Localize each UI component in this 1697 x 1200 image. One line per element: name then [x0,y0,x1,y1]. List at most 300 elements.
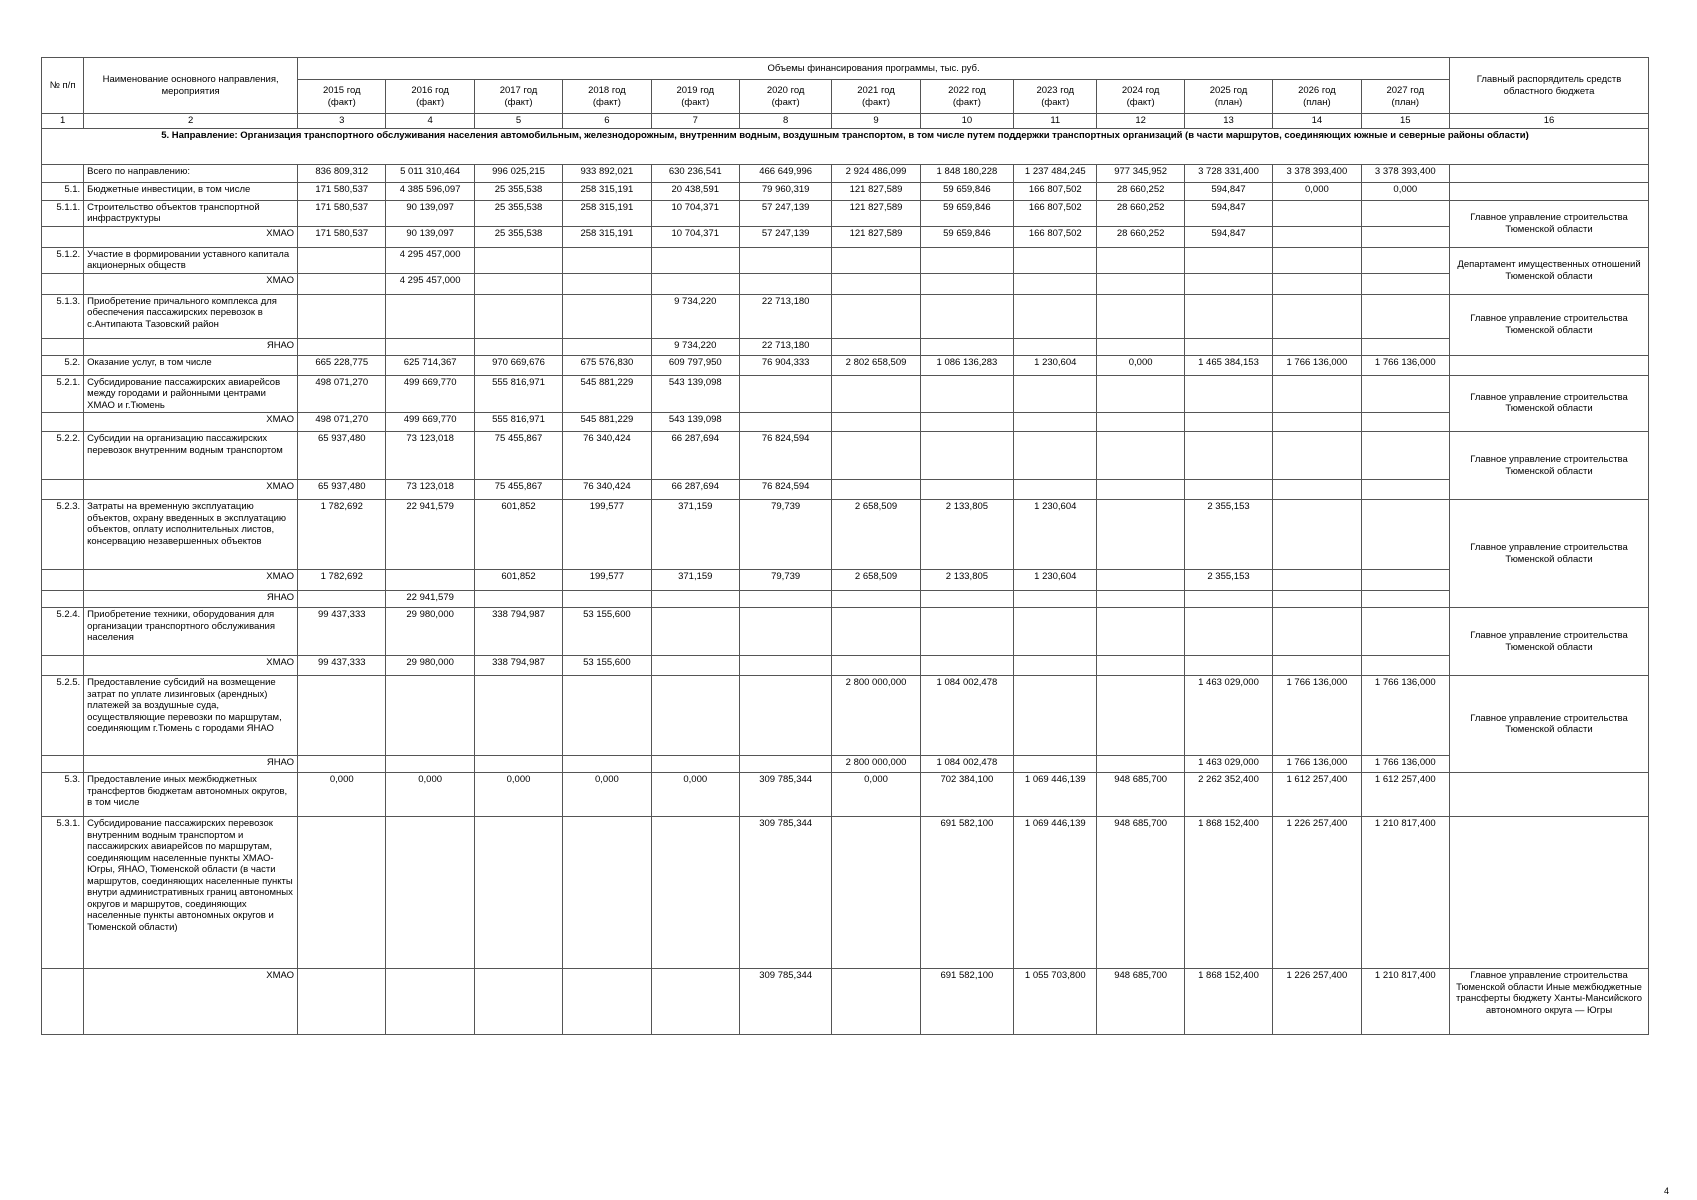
year-header: 2015 год (факт) [298,80,386,114]
value-cell [1273,226,1361,247]
value-cell [1361,608,1449,656]
value-cell [1273,375,1361,413]
value-cell [920,480,1013,500]
value-cell [1361,656,1449,676]
column-index: 1 [42,114,84,129]
value-cell: 121 827,589 [832,200,920,226]
value-cell [1361,294,1449,338]
value-cell [1273,432,1361,480]
value-cell [739,656,831,676]
value-cell [386,338,474,355]
value-cell: 1 766 136,000 [1361,355,1449,375]
value-cell [920,338,1013,355]
value-cell [474,817,562,969]
value-cell [298,247,386,273]
value-cell: 171 580,537 [298,182,386,200]
value-cell: 2 355,153 [1184,570,1272,591]
value-cell [1097,480,1184,500]
item-code: 5.2.2. [42,432,84,480]
value-cell [1273,413,1361,432]
value-cell: 22 713,180 [739,294,831,338]
value-cell: 466 649,996 [739,164,831,182]
sub-row [42,656,1649,676]
value-cell [739,413,831,432]
value-cell [1014,294,1097,338]
value-cell [1097,608,1184,656]
value-cell: 166 807,502 [1014,226,1097,247]
value-cell: 75 455,867 [474,432,562,480]
value-cell: 79,739 [739,570,831,591]
value-cell: 933 892,021 [563,164,651,182]
value-cell: 309 785,344 [739,817,831,969]
value-cell [1097,375,1184,413]
value-cell: 630 236,541 [651,164,739,182]
value-cell: 76 340,424 [563,432,651,480]
value-cell: 371,159 [651,500,739,570]
value-cell: 53 155,600 [563,608,651,656]
value-cell [474,591,562,608]
section-code: 5.3. [42,773,84,817]
value-cell [832,591,920,608]
value-cell [739,273,831,294]
item-code: 5.2.5. [42,676,84,756]
sub-row [42,273,1649,294]
value-cell: 73 123,018 [386,432,474,480]
section-row [42,355,1649,375]
sub-row [42,969,1649,1035]
value-cell: 1 463 029,000 [1184,756,1272,773]
value-cell [832,432,920,480]
year-header: 2019 год (факт) [651,80,739,114]
value-cell [1097,756,1184,773]
value-cell: 258 315,191 [563,182,651,200]
value-cell [1014,338,1097,355]
value-cell: 258 315,191 [563,200,651,226]
value-cell: 4 385 596,097 [386,182,474,200]
value-cell: 1 210 817,400 [1361,817,1449,969]
value-cell [1014,273,1097,294]
value-cell: 499 669,770 [386,375,474,413]
column-index: 4 [386,114,474,129]
year-header: 2022 год (факт) [920,80,1013,114]
value-cell: 59 659,846 [920,200,1013,226]
value-cell [1184,608,1272,656]
value-cell [1273,247,1361,273]
item-label: Затраты на временную эксплуатацию объектов, охрану введенных в эксплуатацию объектов, оплату исполнительных листов, консервацию незавершенных объектов [84,500,298,570]
value-cell: 691 582,100 [920,969,1013,1035]
value-cell: 2 800 000,000 [832,676,920,756]
region-label: ХМАО [84,480,298,500]
value-cell: 338 794,987 [474,656,562,676]
value-cell: 25 355,538 [474,226,562,247]
value-cell: 9 734,220 [651,294,739,338]
value-cell: 66 287,694 [651,432,739,480]
sub-row [42,756,1649,773]
value-cell [920,294,1013,338]
value-cell: 948 685,700 [1097,817,1184,969]
year-header: 2018 год (факт) [563,80,651,114]
value-cell [832,969,920,1035]
value-cell: 338 794,987 [474,608,562,656]
item-code: 5.1.3. [42,294,84,338]
value-cell: 1 084 002,478 [920,756,1013,773]
value-cell [1361,338,1449,355]
value-cell [832,273,920,294]
section-code: 5.2. [42,355,84,375]
value-cell [1361,200,1449,226]
value-cell: 66 287,694 [651,480,739,500]
value-cell [832,375,920,413]
column-index: 6 [563,114,651,129]
value-cell: 258 315,191 [563,226,651,247]
section-label: Оказание услуг, в том числе [84,355,298,375]
value-cell [298,273,386,294]
value-cell: 28 660,252 [1097,200,1184,226]
value-cell [1014,375,1097,413]
region-label: ХМАО [84,273,298,294]
value-cell [1014,676,1097,756]
region-label: ХМАО [84,413,298,432]
value-cell [1273,338,1361,355]
value-cell: 1 465 384,153 [1184,355,1272,375]
value-cell: 65 937,480 [298,480,386,500]
value-cell: 1 766 136,000 [1361,756,1449,773]
item-code: 5.2.1. [42,375,84,413]
value-cell [474,247,562,273]
value-cell: 594,847 [1184,226,1272,247]
value-cell [1014,591,1097,608]
value-cell [739,756,831,773]
value-cell [651,817,739,969]
value-cell: 166 807,502 [1014,182,1097,200]
value-cell: 76 824,594 [739,480,831,500]
value-cell: 99 437,333 [298,656,386,676]
value-cell [1273,480,1361,500]
value-cell: 555 816,971 [474,375,562,413]
value-cell: 29 980,000 [386,608,474,656]
total-label: Всего по направлению: [84,164,298,182]
item-row [42,375,1649,413]
item-label: Приобретение причального комплекса для обеспечения пассажирских перевозок в с.Антипаюта Тазовский район [84,294,298,338]
value-cell: 675 576,830 [563,355,651,375]
value-cell: 1 069 446,139 [1014,773,1097,817]
region-label: ХМАО [84,969,298,1035]
year-header: 2025 год (план) [1184,80,1272,114]
value-cell: 22 713,180 [739,338,831,355]
value-cell: 1 612 257,400 [1273,773,1361,817]
grbs-cell: Департамент имущественных отношений Тюменской области [1450,247,1649,294]
value-cell: 1 226 257,400 [1273,817,1361,969]
value-cell [1273,500,1361,570]
grbs-cell: Главное управление строительства Тюменской области [1450,200,1649,247]
value-cell [1014,480,1097,500]
value-cell: 3 378 393,400 [1273,164,1361,182]
value-cell: 1 084 002,478 [920,676,1013,756]
item-label: Субсидии на организацию пассажирских перевозок внутренним водным транспортом [84,432,298,480]
column-index: 2 [84,114,298,129]
value-cell [298,817,386,969]
value-cell: 1 069 446,139 [1014,817,1097,969]
value-cell [739,591,831,608]
year-header: 2021 год (факт) [832,80,920,114]
value-cell: 0,000 [1361,182,1449,200]
value-cell: 555 816,971 [474,413,562,432]
value-cell [474,969,562,1035]
value-cell: 20 438,591 [651,182,739,200]
value-cell: 166 807,502 [1014,200,1097,226]
value-cell [920,273,1013,294]
item-label: Строительство объектов транспортной инфраструктуры [84,200,298,226]
value-cell: 79,739 [739,500,831,570]
value-cell [832,247,920,273]
value-cell: 1 868 152,400 [1184,969,1272,1035]
value-cell [563,591,651,608]
direction-title: 5. Направление: Организация транспортного обслуживания населения автомобильным, железнодорожным, внутренним водным, воздушным транспортом, в том числе путем поддержки транспортных организаций (в части маршрутов, соединяющих южные и северные районы области) [42,128,1649,164]
value-cell: 0,000 [474,773,562,817]
value-cell [1184,656,1272,676]
value-cell: 99 437,333 [298,608,386,656]
page-number: 4 [1663,1186,1669,1196]
value-cell: 1 612 257,400 [1361,773,1449,817]
value-cell [1097,273,1184,294]
value-cell: 3 378 393,400 [1361,164,1449,182]
year-header: 2023 год (факт) [1014,80,1097,114]
value-cell: 1 237 484,245 [1014,164,1097,182]
year-header: 2026 год (план) [1273,80,1361,114]
value-cell [1273,570,1361,591]
value-cell [1361,247,1449,273]
value-cell: 594,847 [1184,200,1272,226]
value-cell [298,756,386,773]
value-cell: 10 704,371 [651,200,739,226]
value-cell [474,273,562,294]
value-cell: 0,000 [651,773,739,817]
value-cell [563,247,651,273]
value-cell: 121 827,589 [832,226,920,247]
value-cell [1097,338,1184,355]
value-cell [474,676,562,756]
value-cell: 2 133,805 [920,500,1013,570]
sub-row [42,570,1649,591]
value-cell: 171 580,537 [298,226,386,247]
value-cell [832,338,920,355]
item-row [42,247,1649,273]
column-index: 8 [739,114,831,129]
value-cell [1097,413,1184,432]
item-label: Субсидирование пассажирских перевозок внутренним водным транспортом и пассажирских авиарейсов по маршрутам, соединяющим населенные пункты ХМАО-Югры, ЯНАО, Тюменской области (в части маршрутов, соединяющих населенные пункты внутри административных границ автономных округов и маршрутов, соединяющих населенные пункты автономных округов и Тюменской области) [84,817,298,969]
value-cell: 594,847 [1184,182,1272,200]
column-index: 9 [832,114,920,129]
value-cell: 9 734,220 [651,338,739,355]
sub-row [42,338,1649,355]
value-cell [1361,570,1449,591]
value-cell: 1 766 136,000 [1361,676,1449,756]
value-cell [1097,294,1184,338]
grbs-cell: Главное управление строительства Тюменской области [1450,294,1649,355]
item-row [42,200,1649,226]
value-cell: 2 355,153 [1184,500,1272,570]
value-cell: 1 782,692 [298,500,386,570]
value-cell: 57 247,139 [739,226,831,247]
year-header: 2027 год (план) [1361,80,1449,114]
column-index: 13 [1184,114,1272,129]
value-cell: 5 011 310,464 [386,164,474,182]
value-cell [1361,413,1449,432]
value-cell: 90 139,097 [386,200,474,226]
region-label: ЯНАО [84,756,298,773]
item-code: 5.1.2. [42,247,84,273]
value-cell: 702 384,100 [920,773,1013,817]
value-cell: 25 355,538 [474,200,562,226]
value-cell: 1 055 703,800 [1014,969,1097,1035]
value-cell [386,294,474,338]
value-cell: 2 924 486,099 [832,164,920,182]
value-cell [1273,294,1361,338]
value-cell: 2 262 352,400 [1184,773,1272,817]
year-header: 2016 год (факт) [386,80,474,114]
item-label: Приобретение техники, оборудования для организации транспортного обслуживания населения [84,608,298,656]
value-cell: 1 766 136,000 [1273,756,1361,773]
sub-row [42,413,1649,432]
value-cell: 1 210 817,400 [1361,969,1449,1035]
value-cell: 0,000 [832,773,920,817]
value-cell [1184,294,1272,338]
col-num-header: № п/п [42,58,84,114]
value-cell [1273,273,1361,294]
value-cell [1361,226,1449,247]
value-cell [920,656,1013,676]
value-cell: 609 797,950 [651,355,739,375]
value-cell: 75 455,867 [474,480,562,500]
value-cell [386,570,474,591]
value-cell [1361,480,1449,500]
section-row [42,773,1649,817]
value-cell: 309 785,344 [739,969,831,1035]
value-cell: 1 086 136,283 [920,355,1013,375]
year-header: 2020 год (факт) [739,80,831,114]
value-cell: 22 941,579 [386,500,474,570]
value-cell: 22 941,579 [386,591,474,608]
section-row [42,182,1649,200]
value-cell: 2 802 658,509 [832,355,920,375]
value-cell [920,591,1013,608]
item-row [42,676,1649,756]
value-cell: 625 714,367 [386,355,474,375]
value-cell [651,247,739,273]
value-cell: 76 824,594 [739,432,831,480]
value-cell: 2 133,805 [920,570,1013,591]
value-cell: 2 658,509 [832,570,920,591]
value-cell: 2 658,509 [832,500,920,570]
column-index: 11 [1014,114,1097,129]
value-cell [563,756,651,773]
value-cell: 59 659,846 [920,226,1013,247]
value-cell: 2 800 000,000 [832,756,920,773]
value-cell [1273,200,1361,226]
col-name-header: Наименование основного направления, мероприятия [84,58,298,114]
value-cell [563,338,651,355]
item-row [42,432,1649,480]
item-label: Участие в формировании уставного капитала акционерных обществ [84,247,298,273]
value-cell [1097,570,1184,591]
value-cell [1014,756,1097,773]
value-cell [651,756,739,773]
value-cell [1097,247,1184,273]
value-cell: 76 904,333 [739,355,831,375]
grbs-cell: Главное управление строительства Тюменской области [1450,500,1649,608]
value-cell [1184,273,1272,294]
value-cell: 4 295 457,000 [386,247,474,273]
value-cell: 543 139,098 [651,375,739,413]
value-cell [1184,591,1272,608]
value-cell [832,294,920,338]
value-cell: 545 881,229 [563,413,651,432]
value-cell [1097,432,1184,480]
value-cell [1014,656,1097,676]
year-header: 2024 год (факт) [1097,80,1184,114]
value-cell: 545 881,229 [563,375,651,413]
column-index: 14 [1273,114,1361,129]
value-cell [651,656,739,676]
value-cell [651,591,739,608]
value-cell: 665 228,775 [298,355,386,375]
value-cell [1273,608,1361,656]
column-index-row [42,114,1649,129]
value-cell [386,817,474,969]
grbs-cell: Главное управление строительства Тюменской области Иные межбюджетные трансферты бюджету Ханты-Мансийского автономного округа — Югры [1450,969,1649,1035]
value-cell: 0,000 [563,773,651,817]
item-row [42,817,1649,969]
value-cell [563,273,651,294]
value-cell: 977 345,952 [1097,164,1184,182]
value-cell [474,338,562,355]
item-label: Предоставление субсидий на возмещение затрат по уплате лизинговых (арендных) платежей за воздушные суда, осуществляющие перевозки по маршрутам, соединяющим г.Тюмень с городами ЯНАО [84,676,298,756]
column-index: 5 [474,114,562,129]
value-cell [832,817,920,969]
item-code: 5.1.1. [42,200,84,226]
item-code: 5.3.1. [42,817,84,969]
value-cell [1014,608,1097,656]
value-cell: 199,577 [563,500,651,570]
region-label: ЯНАО [84,591,298,608]
region-label: ХМАО [84,656,298,676]
value-cell [474,756,562,773]
section-label: Бюджетные инвестиции, в том числе [84,182,298,200]
col-grbs-header: Главный распорядитель средств областного бюджета [1450,58,1649,114]
value-cell [832,413,920,432]
total-row [42,164,1649,182]
value-cell [651,969,739,1035]
grbs-cell: Главное управление строительства Тюменской области [1450,608,1649,676]
value-cell [298,676,386,756]
value-cell: 948 685,700 [1097,969,1184,1035]
region-label: ЯНАО [84,338,298,355]
item-code: 5.2.3. [42,500,84,570]
value-cell [651,273,739,294]
value-cell: 3 728 331,400 [1184,164,1272,182]
value-cell: 59 659,846 [920,182,1013,200]
item-label: Субсидирование пассажирских авиарейсов между городами и районными центрами ХМАО и г.Тюмень [84,375,298,413]
value-cell: 57 247,139 [739,200,831,226]
value-cell [1097,591,1184,608]
value-cell [832,656,920,676]
value-cell: 90 139,097 [386,226,474,247]
item-code: 5.2.4. [42,608,84,656]
value-cell: 371,159 [651,570,739,591]
value-cell: 0,000 [298,773,386,817]
value-cell: 4 295 457,000 [386,273,474,294]
value-cell: 691 582,100 [920,817,1013,969]
